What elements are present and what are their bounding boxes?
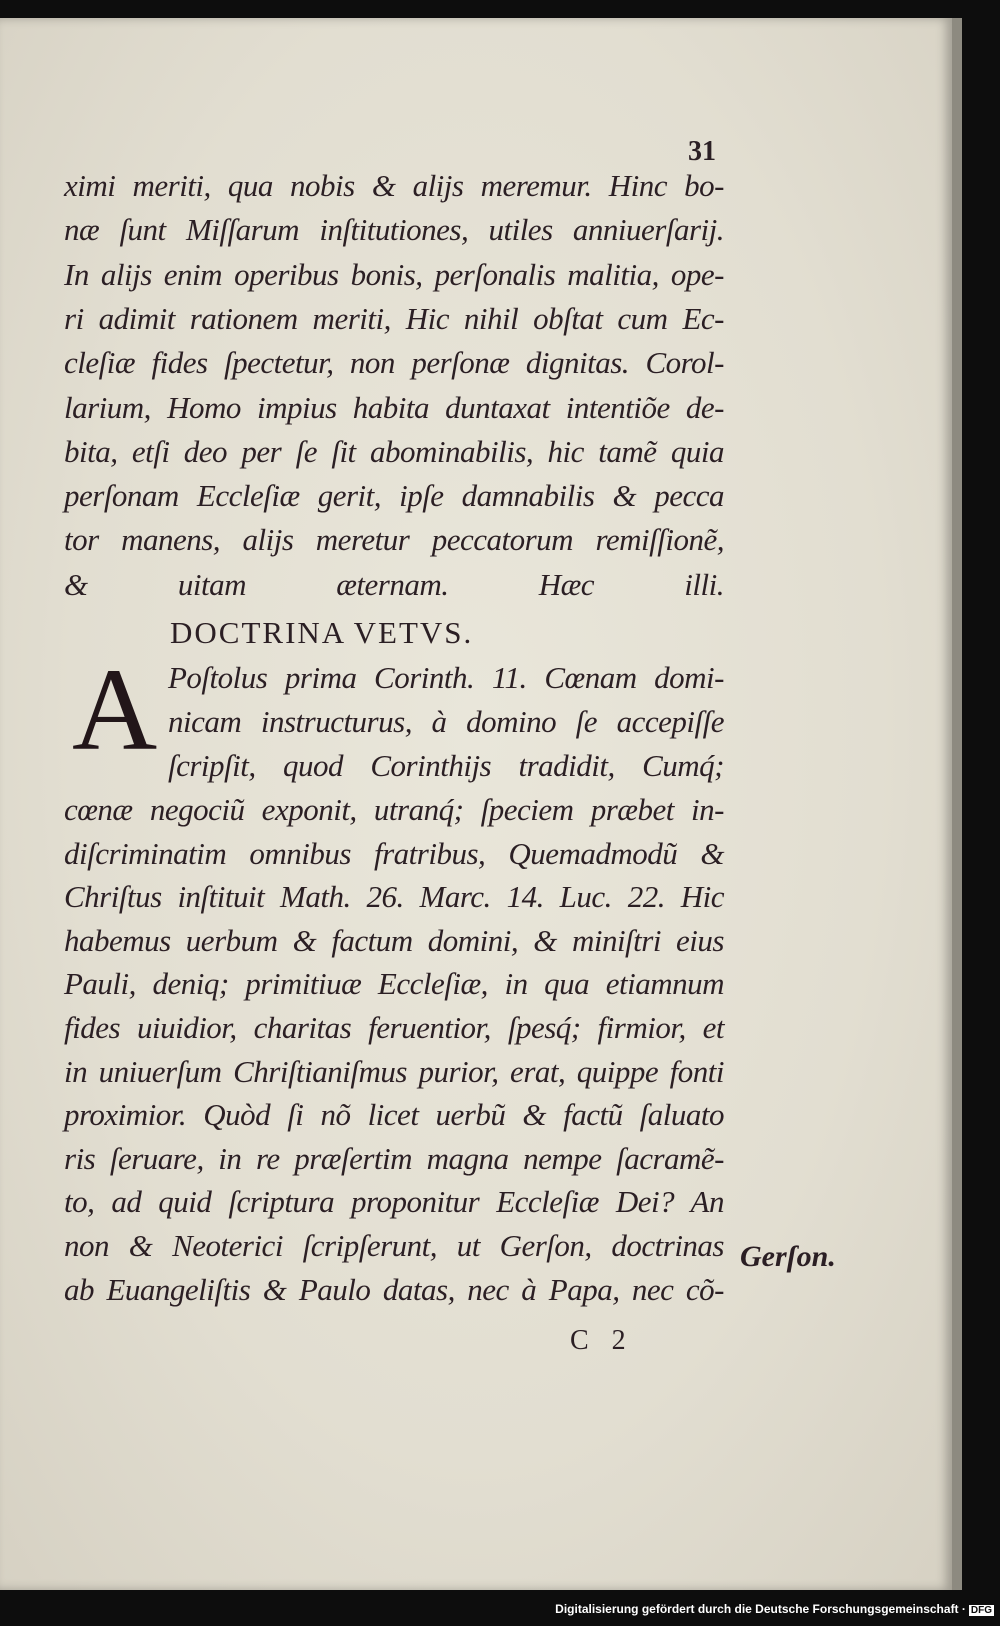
drop-cap: A <box>72 644 158 775</box>
text-line: larium, Homo impius habita duntaxat intentiõe de- <box>64 389 724 425</box>
text-line: In alijs enim operibus bonis, perſonalis malitia, ope- <box>64 256 724 292</box>
text-line: tor manens, alijs meretur peccatorum remiſſionẽ, <box>64 522 724 558</box>
text-line: ris ſeruare, in re præſertim magna nempe ſacramẽ- <box>64 1140 724 1176</box>
footer-credit <box>555 1602 994 1616</box>
text-line: bita, etſi deo per ſe ſit abominabilis, hic tamẽ quia <box>64 433 724 469</box>
text-line: ſcripſit, quod Corinthijs tradidit, Cumq́; <box>168 748 724 783</box>
signature-mark: C 2 <box>570 1325 634 1356</box>
text-line: ximi meriti, qua nobis & alijs meremur. Hinc bo- <box>64 168 724 203</box>
page-edge <box>952 18 962 1590</box>
text-line: diſcriminatim omnibus fratribus, Quemadmodũ & <box>64 835 724 871</box>
text-line: perſonam Eccleſiæ gerit, ipſe damnabilis & pecca <box>64 478 724 514</box>
text-line: in uniuerſum Chriſtianiſmus purior, erat, quippe fonti <box>64 1053 724 1089</box>
text-line: & uitam æternam. Hæc illi. <box>64 566 724 602</box>
text-line: non & Neoterici ſcripſerunt, ut Gerſon, doctrinas <box>64 1228 724 1263</box>
text-line: cœnæ negociũ exponit, utranq́; ſpeciem præbet in- <box>64 792 724 827</box>
text-line: proximior. Quòd ſi nõ licet uerbũ & factũ ſaluato <box>64 1097 724 1133</box>
text-line: cleſiæ fides ſpectetur, non perſonæ dignitas. Corol- <box>64 345 724 381</box>
text-line: habemus uerbum & factum domini, & miniſtri eius <box>64 922 724 958</box>
text-line: nicam instructurus, à domino ſe accepiſſe <box>168 704 724 739</box>
footer-text: Digitalisierung gefördert durch die Deutsche Forschungsgemeinschaft · <box>555 1602 966 1616</box>
text-line: Poſtolus prima Corinth. 11. Cœnam domi- <box>168 660 724 695</box>
text-line: ri adimit rationem meriti, Hic nihil obſtat cum Ec- <box>64 300 724 336</box>
text-line: to, ad quid ſcriptura proponitur Eccleſiæ Dei? An <box>64 1184 724 1220</box>
text-line: Pauli, deniq; primitiuæ Eccleſiæ, in qua etiamnum <box>64 966 724 1002</box>
section-heading: DOCTRINA VETVS. <box>170 615 474 650</box>
marginal-note: Gerſon. <box>740 1240 836 1273</box>
text-line: næ ſunt Miſſarum inſtitutiones, utiles anniuerſarij. <box>64 212 724 248</box>
page-number: 31 <box>688 136 716 167</box>
text-line: Chriſtus inſtituit Math. 26. Marc. 14. Luc. 22. Hic <box>64 879 724 915</box>
dfg-logo: DFG <box>970 1605 992 1616</box>
text-line: ab Euangeliſtis & Paulo datas, nec à Papa, nec cõ- <box>64 1271 724 1307</box>
text-line: fides uiuidior, charitas feruentior, ſpesq́; firmior, et <box>64 1010 724 1045</box>
